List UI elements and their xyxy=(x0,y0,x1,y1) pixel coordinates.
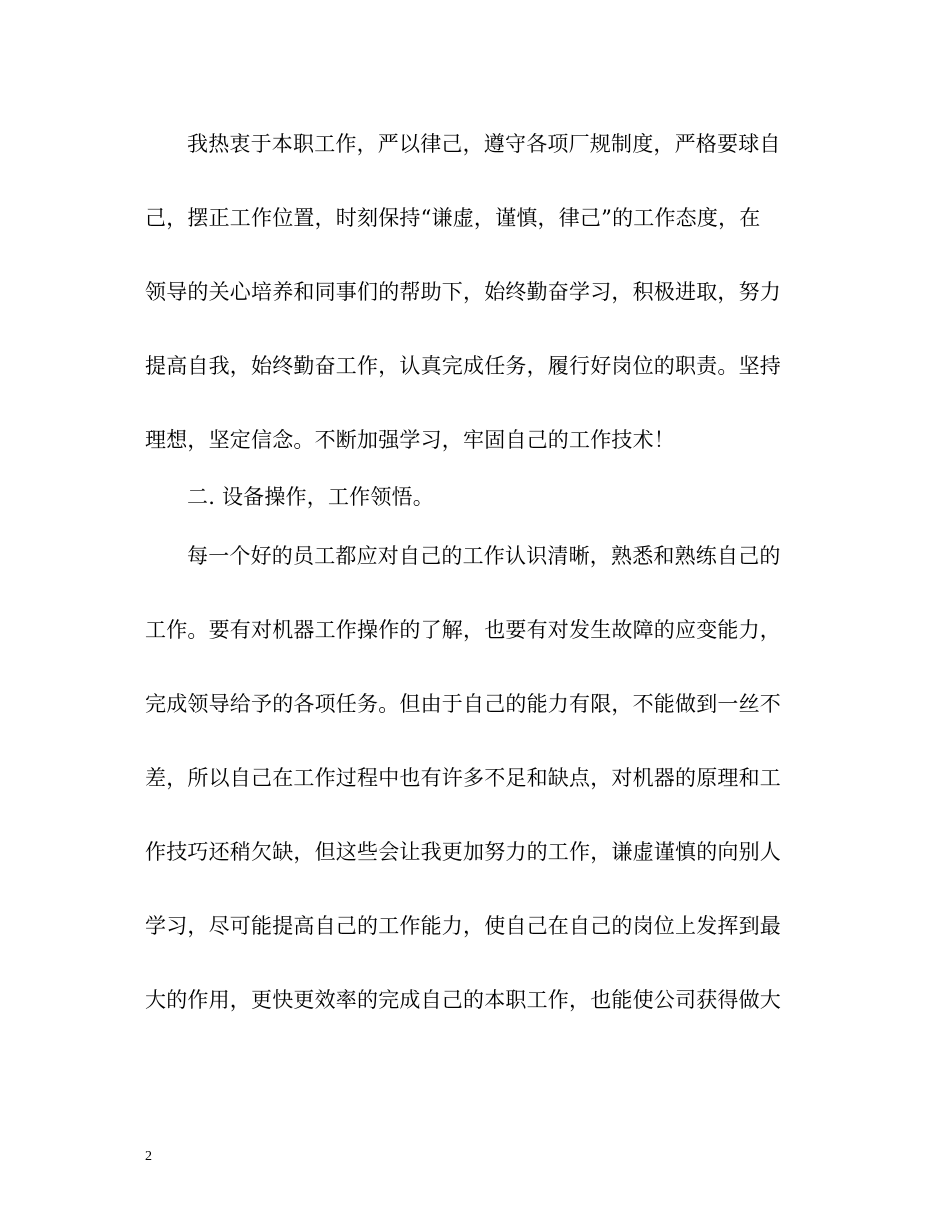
paragraph-line: 大的作用，更快更效率的完成自己的本职工作，也能使公司获得做大 xyxy=(145,988,781,1012)
paragraph-line: 每一个好的员工都应对自己的工作认识清晰，熟悉和熟练自己的 xyxy=(187,544,781,568)
paragraph-line: 学习，尽可能提高自己的工作能力，使自己在自己的岗位上发挥到最 xyxy=(145,914,781,938)
page-number: 2 xyxy=(145,1149,152,1164)
paragraph-line: 我热衷于本职工作，严以律己，遵守各项厂规制度，严格要球自 xyxy=(187,132,781,156)
paragraph-line: 差，所以自己在工作过程中也有许多不足和缺点，对机器的原理和工 xyxy=(145,766,781,790)
paragraph-line: 作技巧还稍欠缺，但这些会让我更加努力的工作，谦虚谨慎的向别人 xyxy=(145,840,781,864)
paragraph-line: 理想，坚定信念。不断加强学习，牢固自己的工作技术！ xyxy=(145,428,675,452)
paragraph-line: 领导的关心培养和同事们的帮助下，始终勤奋学习，积极进取，努力 xyxy=(145,280,781,304)
paragraph-line: 完成领导给予的各项任务。但由于自己的能力有限，不能做到一丝不 xyxy=(145,692,781,716)
paragraph-line: 己，摆正工作位置，时刻保持“谦虚，谨慎，律己”的工作态度，在 xyxy=(145,206,761,230)
section-heading: 二. 设备操作，工作领悟。 xyxy=(187,485,434,509)
paragraph-line: 提高自我，始终勤奋工作，认真完成任务，履行好岗位的职责。坚持 xyxy=(145,354,781,378)
paragraph-line: 工作。要有对机器工作操作的了解，也要有对发生故障的应变能力， xyxy=(145,618,781,642)
